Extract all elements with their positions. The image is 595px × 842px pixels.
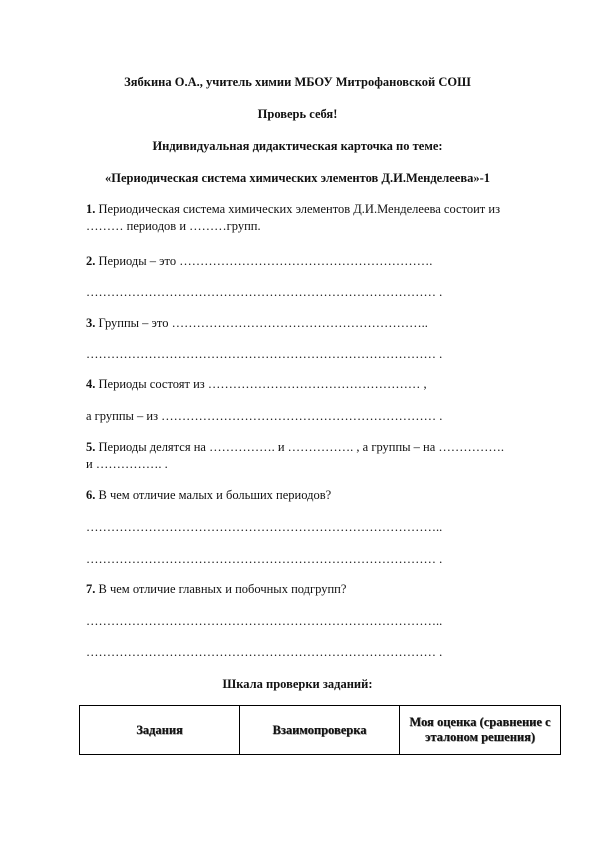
answer-line: а группы – из ………………………………………………………… .: [86, 409, 443, 423]
answer-line: ………………………………………………………………………… .: [86, 347, 443, 361]
table-header-cell: Моя оценка (сравнение с эталоном решения): [400, 706, 561, 755]
question-number: 4.: [86, 377, 96, 391]
scale-title: Шкала проверки заданий:: [222, 677, 373, 691]
question-5-continuation: и ……………. .: [86, 457, 168, 471]
question-text: В чем отличие малых и больших периодов?: [95, 488, 332, 502]
card-title: Индивидуальная дидактическая карточка по теме:: [152, 139, 443, 153]
question-number: 5.: [86, 440, 96, 454]
answer-line: …………………………………………………………………………..: [86, 520, 443, 534]
answer-line: …………………………………………………………………………..: [86, 614, 443, 628]
table-header-row: [80, 706, 561, 755]
question-number: 6.: [86, 488, 96, 502]
answer-line: ………………………………………………………………………… .: [86, 645, 443, 659]
question-1-continuation: ……… периодов и ………групп.: [86, 219, 261, 233]
author-line: Зябкина О.А., учитель химии МБОУ Митрофановской СОШ: [124, 75, 471, 89]
question-1: [86, 202, 556, 217]
question-text: Периоды – это …………………………………………………….: [95, 254, 433, 268]
question-3: [86, 316, 556, 331]
question-number: 2.: [86, 254, 96, 268]
question-number: 7.: [86, 582, 96, 596]
check-title: Проверь себя!: [257, 107, 338, 121]
question-6: [86, 488, 556, 503]
question-5: [86, 440, 556, 455]
table-header-cell: Задания: [80, 706, 240, 755]
question-4: [86, 377, 556, 392]
question-number: 3.: [86, 316, 96, 330]
answer-line: ………………………………………………………………………… .: [86, 285, 443, 299]
topic-title: «Периодическая система химических элементов Д.И.Менделеева»-1: [105, 171, 490, 185]
question-2: [86, 254, 556, 269]
question-text: В чем отличие главных и побочных подгрупп?: [95, 582, 347, 596]
assessment-table: [79, 705, 561, 755]
question-text: Группы – это ……………………………………………………..: [95, 316, 428, 330]
table-header-cell: Взаимопроверка: [240, 706, 400, 755]
question-text: Периодическая система химических элементов Д.И.Менделеева состоит из: [95, 202, 501, 216]
answer-line: ………………………………………………………………………… .: [86, 552, 443, 566]
question-text: Периоды состоят из …………………………………………… ,: [95, 377, 427, 391]
question-7: [86, 582, 556, 597]
question-number: 1.: [86, 202, 96, 216]
question-text: Периоды делятся на ……………. и ……………. , а группы – на …………….: [95, 440, 505, 454]
